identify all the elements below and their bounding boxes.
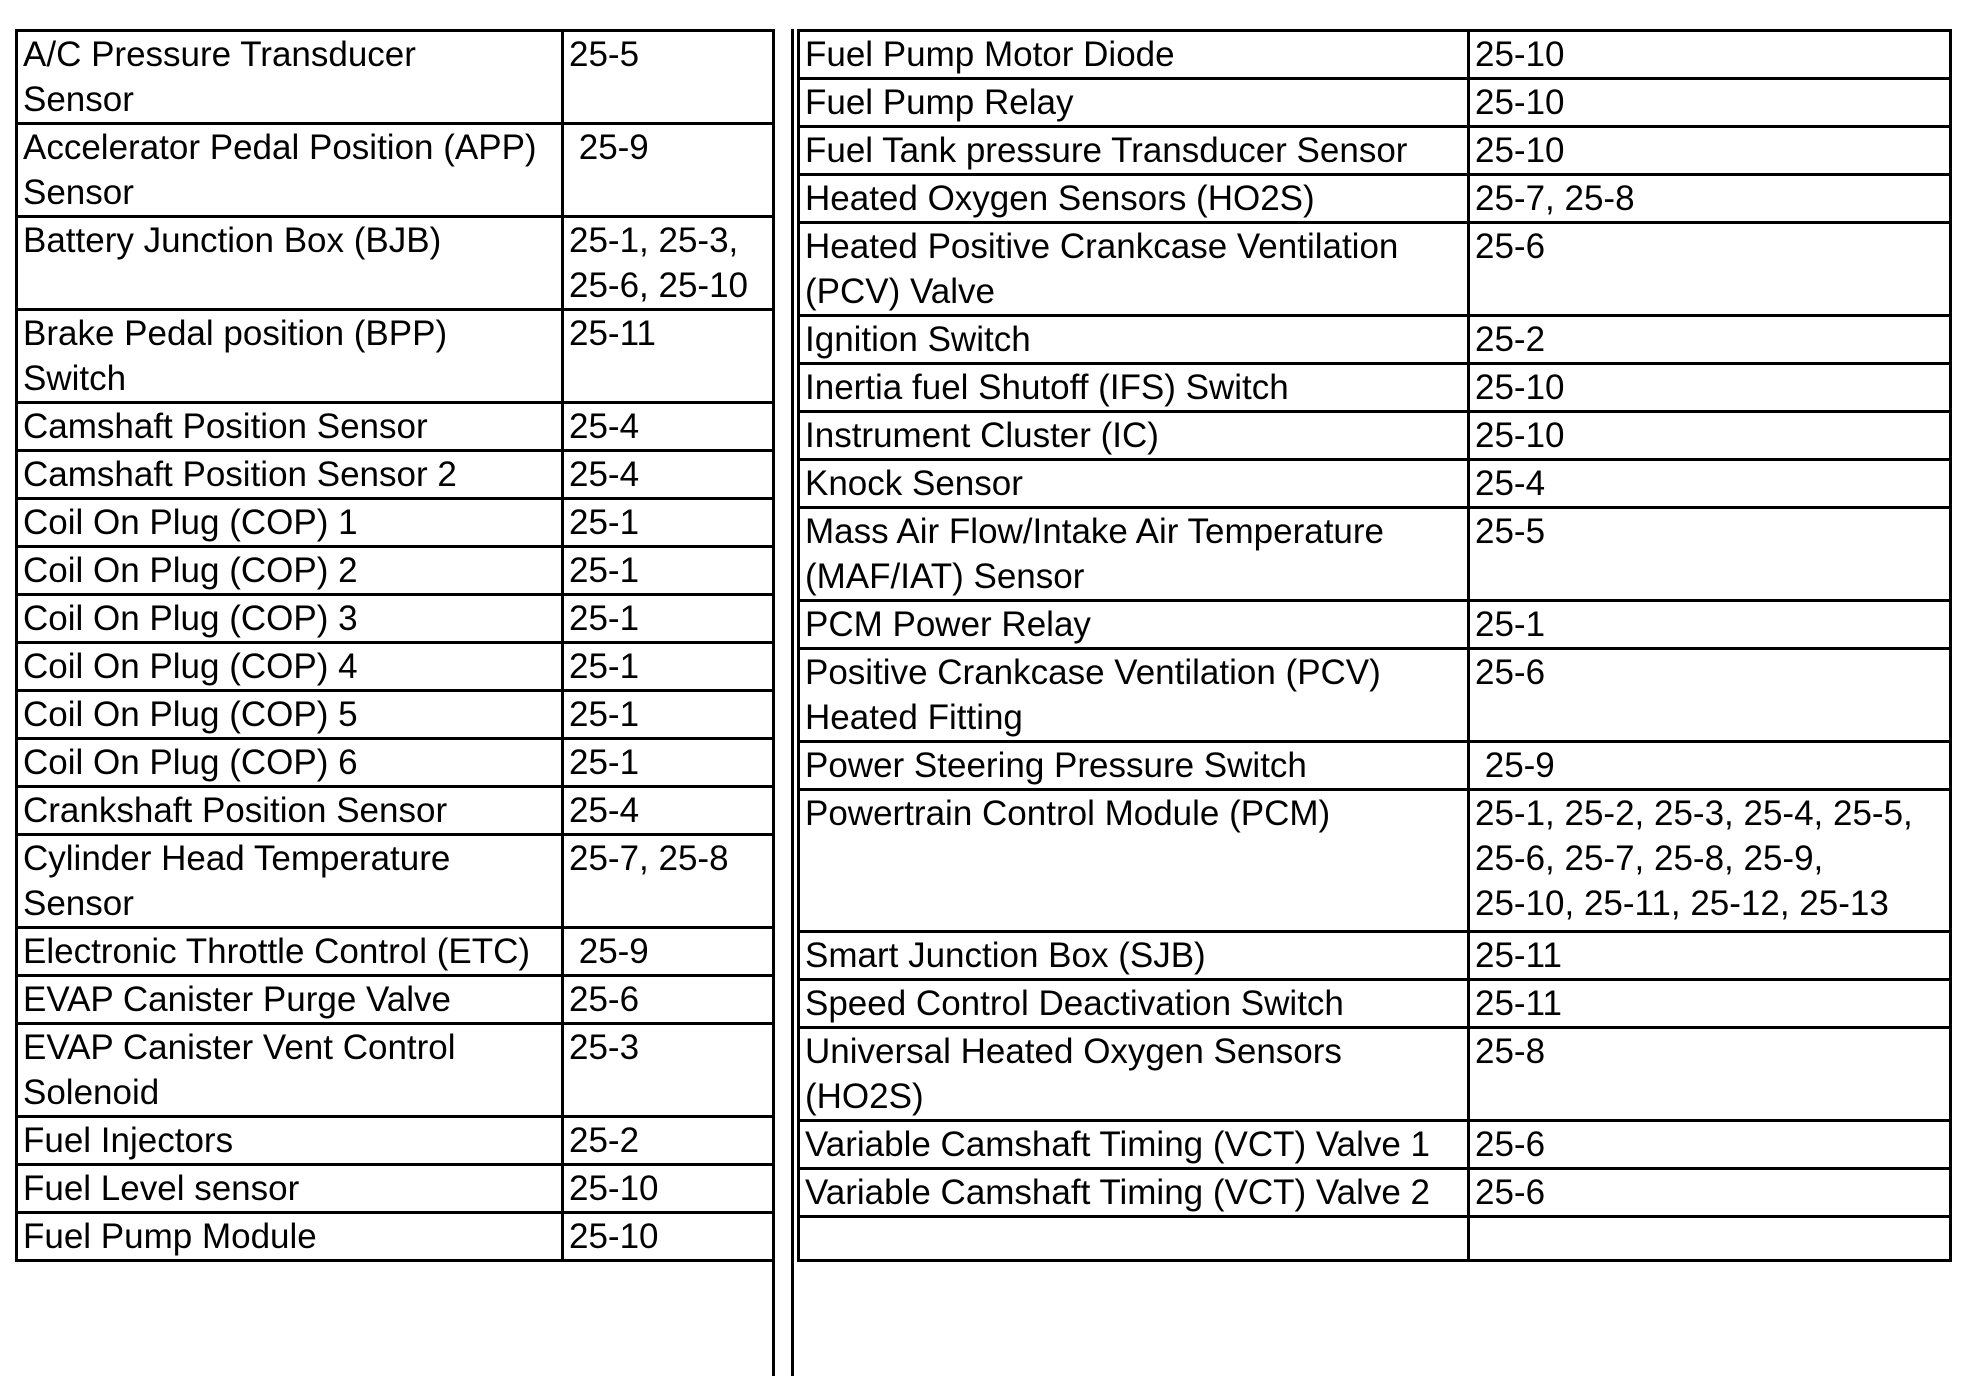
page-reference: 25-11	[1469, 932, 1951, 980]
page-reference: 25-9	[563, 124, 774, 217]
component-name: Fuel Injectors	[17, 1117, 563, 1165]
table-row	[17, 31, 774, 124]
page-reference: 25-4	[563, 451, 774, 499]
table-row	[799, 790, 1951, 932]
table-row	[799, 175, 1951, 223]
table-row	[17, 451, 774, 499]
component-name: PCM Power Relay	[799, 601, 1469, 649]
component-name: Coil On Plug (COP) 2	[17, 547, 563, 595]
table-row	[799, 31, 1951, 79]
component-name: Knock Sensor	[799, 460, 1469, 508]
table-row	[17, 1117, 774, 1165]
table-row	[17, 310, 774, 403]
column-divider-line	[772, 29, 775, 1376]
page-reference: 25-5	[563, 31, 774, 124]
component-index-table-left	[15, 29, 775, 1262]
page-reference: 25-1	[563, 739, 774, 787]
component-name: Coil On Plug (COP) 4	[17, 643, 563, 691]
page-reference: 25-6	[1469, 1121, 1951, 1169]
component-name: Fuel Pump Relay	[799, 79, 1469, 127]
page-reference: 25-1	[563, 691, 774, 739]
page-reference: 25-10	[1469, 127, 1951, 175]
table-row	[799, 508, 1951, 601]
table-row	[17, 835, 774, 928]
page-reference: 25-9	[1469, 742, 1951, 790]
page-reference: 25-3	[563, 1024, 774, 1117]
page-reference: 25-6	[1469, 649, 1951, 742]
table-row	[799, 316, 1951, 364]
table-row	[799, 412, 1951, 460]
table-row	[17, 1165, 774, 1213]
component-name: Crankshaft Position Sensor	[17, 787, 563, 835]
component-name: Powertrain Control Module (PCM)	[799, 790, 1469, 932]
page-reference: 25-11	[1469, 980, 1951, 1028]
component-name: Variable Camshaft Timing (VCT) Valve 2	[799, 1169, 1469, 1217]
component-name: Camshaft Position Sensor	[17, 403, 563, 451]
table-row	[17, 739, 774, 787]
page-reference: 25-2	[1469, 316, 1951, 364]
page-reference: 25-8	[1469, 1028, 1951, 1121]
page-reference: 25-1	[563, 643, 774, 691]
component-name: A/C Pressure Transducer Sensor	[17, 31, 563, 124]
table-row	[17, 547, 774, 595]
table-row	[17, 787, 774, 835]
page-reference: 25-1	[563, 595, 774, 643]
table-row	[799, 980, 1951, 1028]
component-name: Electronic Throttle Control (ETC)	[17, 928, 563, 976]
component-name: Battery Junction Box (BJB)	[17, 217, 563, 310]
component-name: Ignition Switch	[799, 316, 1469, 364]
table-row	[799, 601, 1951, 649]
component-name: Smart Junction Box (SJB)	[799, 932, 1469, 980]
page-reference: 25-10	[1469, 412, 1951, 460]
component-name	[799, 1217, 1469, 1261]
table-row	[17, 643, 774, 691]
table-row	[17, 403, 774, 451]
component-name: Power Steering Pressure Switch	[799, 742, 1469, 790]
page-reference: 25-10	[1469, 79, 1951, 127]
component-name: EVAP Canister Purge Valve	[17, 976, 563, 1024]
component-name: Heated Oxygen Sensors (HO2S)	[799, 175, 1469, 223]
component-name: Coil On Plug (COP) 5	[17, 691, 563, 739]
component-name: Fuel Pump Motor Diode	[799, 31, 1469, 79]
table-row	[799, 1028, 1951, 1121]
page-reference: 25-6	[1469, 223, 1951, 316]
page-reference: 25-10	[563, 1213, 774, 1261]
table-row	[17, 1213, 774, 1261]
left-table-body	[17, 31, 774, 1261]
table-row	[17, 691, 774, 739]
component-index-table-right	[797, 29, 1952, 1262]
page-reference: 25-1	[563, 499, 774, 547]
right-table-body	[799, 31, 1951, 1261]
table-row	[17, 499, 774, 547]
page-reference: 25-2	[563, 1117, 774, 1165]
component-name: Coil On Plug (COP) 1	[17, 499, 563, 547]
table-row	[17, 928, 774, 976]
table-row	[799, 364, 1951, 412]
table-row	[17, 124, 774, 217]
table-row	[799, 223, 1951, 316]
table-row	[17, 595, 774, 643]
page-reference: 25-4	[1469, 460, 1951, 508]
table-row	[17, 217, 774, 310]
component-name: Coil On Plug (COP) 3	[17, 595, 563, 643]
component-name: Heated Positive Crankcase Ventilation (PCV) Valve	[799, 223, 1469, 316]
table-row	[799, 1217, 1951, 1261]
component-name: Camshaft Position Sensor 2	[17, 451, 563, 499]
table-row	[17, 1024, 774, 1117]
column-divider	[772, 29, 794, 1376]
page-reference: 25-1, 25-3, 25-6, 25-10	[563, 217, 774, 310]
component-name: Fuel Level sensor	[17, 1165, 563, 1213]
component-name: Coil On Plug (COP) 6	[17, 739, 563, 787]
page-reference: 25-6	[1469, 1169, 1951, 1217]
component-name: Inertia fuel Shutoff (IFS) Switch	[799, 364, 1469, 412]
component-name: Variable Camshaft Timing (VCT) Valve 1	[799, 1121, 1469, 1169]
page-reference: 25-5	[1469, 508, 1951, 601]
component-name: Cylinder Head Temperature Sensor	[17, 835, 563, 928]
table-row	[799, 1169, 1951, 1217]
component-name: Fuel Pump Module	[17, 1213, 563, 1261]
component-name: Universal Heated Oxygen Sensors (HO2S)	[799, 1028, 1469, 1121]
table-row	[799, 742, 1951, 790]
page-reference: 25-7, 25-8	[563, 835, 774, 928]
page-reference: 25-1	[1469, 601, 1951, 649]
component-name: EVAP Canister Vent Control Solenoid	[17, 1024, 563, 1117]
page-reference: 25-4	[563, 787, 774, 835]
component-name: Brake Pedal position (BPP) Switch	[17, 310, 563, 403]
table-row	[799, 460, 1951, 508]
component-name: Positive Crankcase Ventilation (PCV) Heated Fitting	[799, 649, 1469, 742]
component-name: Instrument Cluster (IC)	[799, 412, 1469, 460]
page-reference	[1469, 1217, 1951, 1261]
page-reference: 25-11	[563, 310, 774, 403]
page-reference: 25-4	[563, 403, 774, 451]
page-reference: 25-7, 25-8	[1469, 175, 1951, 223]
page-reference: 25-9	[563, 928, 774, 976]
page-reference: 25-1	[563, 547, 774, 595]
component-name: Accelerator Pedal Position (APP) Sensor	[17, 124, 563, 217]
table-row	[17, 976, 774, 1024]
component-name: Speed Control Deactivation Switch	[799, 980, 1469, 1028]
page-reference: 25-1, 25-2, 25-3, 25-4, 25-5, 25-6, 25-7, 25-8, 25-9, 25-10, 25-11, 25-12, 25-13	[1469, 790, 1951, 932]
page-reference: 25-10	[1469, 364, 1951, 412]
table-row	[799, 649, 1951, 742]
table-row	[799, 127, 1951, 175]
component-name: Mass Air Flow/Intake Air Temperature (MAF/IAT) Sensor	[799, 508, 1469, 601]
table-row	[799, 1121, 1951, 1169]
table-row	[799, 79, 1951, 127]
table-row	[799, 932, 1951, 980]
page-reference: 25-10	[563, 1165, 774, 1213]
component-name: Fuel Tank pressure Transducer Sensor	[799, 127, 1469, 175]
page-reference: 25-6	[563, 976, 774, 1024]
page-reference: 25-10	[1469, 31, 1951, 79]
